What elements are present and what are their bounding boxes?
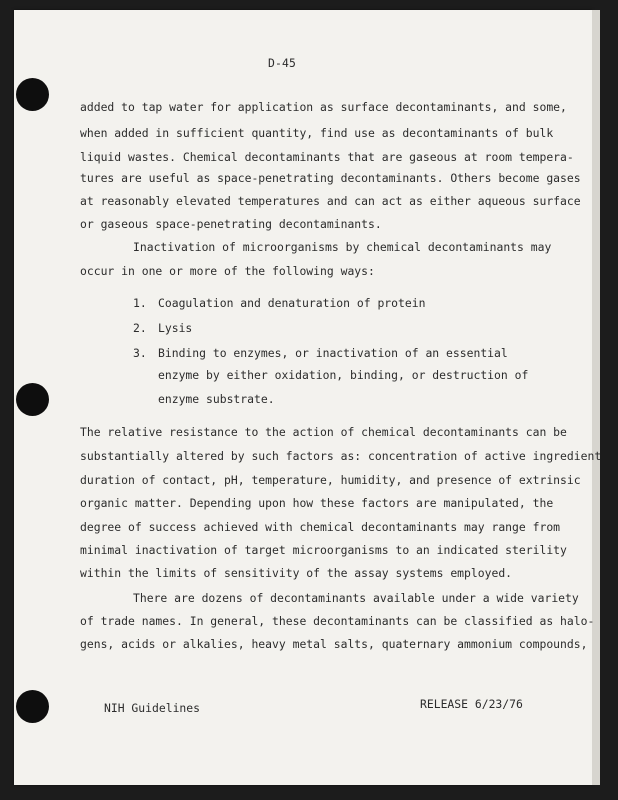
list-item-1-text: Coagulation and denaturation of protein [158,296,426,310]
p1-line-1: added to tap water for application as surface decontaminants, and some, [80,100,567,114]
p1-line-2: when added in sufficient quantity, find use as decontaminants of bulk [80,126,554,140]
p2-line-1: Inactivation of microorganisms by chemical decontaminants may [133,240,552,254]
p2-line-2: occur in one or more of the following ways: [80,264,375,278]
p3-line-1: The relative resistance to the action of chemical decontaminants can be [80,425,567,439]
p1-line-5: at reasonably elevated temperatures and can act as either aqueous surface [80,194,581,208]
list-item-3-text-2: enzyme by either oxidation, binding, or destruction of [158,368,529,382]
page-edge [592,10,600,785]
p3-line-4: organic matter. Depending upon how these factors are manipulated, the [80,496,554,510]
p3-line-7: within the limits of sensitivity of the assay systems employed. [80,566,513,580]
p4-line-3: gens, acids or alkalies, heavy metal salts, quaternary ammonium compounds, [80,637,588,651]
page-number: D-45 [268,56,297,70]
list-item-3-text-3: enzyme substrate. [158,392,275,406]
footer-left: NIH Guidelines [104,701,201,715]
list-item-2-number: 2. [133,321,147,335]
binder-hole-middle [16,383,49,416]
p4-line-1: There are dozens of decontaminants available under a wide variety [133,591,579,605]
p3-line-3: duration of contact, pH, temperature, humidity, and presence of extrinsic [80,473,581,487]
p3-line-5: degree of success achieved with chemical decontaminants may range from [80,520,561,534]
list-item-2-text: Lysis [158,321,193,335]
p1-line-4: tures are useful as space-penetrating decontaminants. Others become gases [80,171,581,185]
list-item-3-text-1: Binding to enzymes, or inactivation of an essential [158,346,508,360]
footer-right: RELEASE 6/23/76 [420,697,523,711]
p3-line-6: minimal inactivation of target microorganisms to an indicated sterility [80,543,567,557]
p1-line-3: liquid wastes. Chemical decontaminants that are gaseous at room tempera- [80,150,574,164]
binder-hole-bottom [16,690,49,723]
p1-line-6: or gaseous space-penetrating decontaminants. [80,217,382,231]
p4-line-2: of trade names. In general, these decontaminants can be classified as halo- [80,614,595,628]
list-item-1-number: 1. [133,296,147,310]
p3-line-2: substantially altered by such factors as: concentration of active ingredient [80,449,602,463]
binder-hole-top [16,78,49,111]
list-item-3-number: 3. [133,346,147,360]
